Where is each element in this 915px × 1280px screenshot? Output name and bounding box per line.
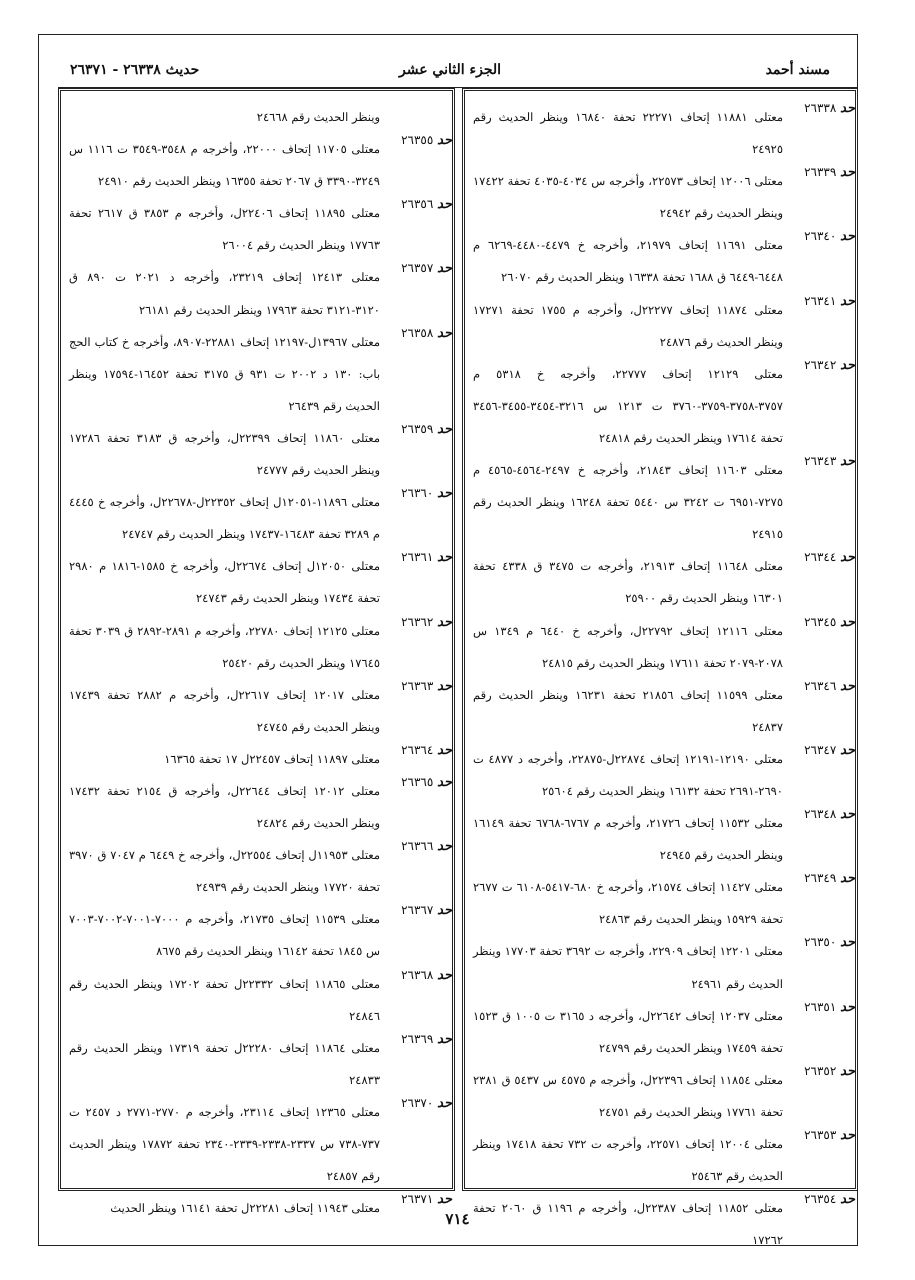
hadith-number: ٢٦٣٦٥ <box>401 774 434 789</box>
hadith-number: ٢٦٣٤٠ <box>804 229 837 244</box>
hadith-keyword: حد <box>840 454 855 470</box>
hadith-reference <box>791 229 855 244</box>
hadith-number: ٢٦٣٦٤ <box>401 742 434 757</box>
hadith-reference <box>791 1064 855 1079</box>
hadith-sources: معتلى ١٢٣٦٥ إتحاف ٢٣١١٤، وأخرجه م ٢٧٧٠-٢٧٧١ د ٢٤٥٧ ت ٧٣٧-٧٣٨ س ٢٣٣٧-٢٣٣٨-٢٣٣٩-٢٣٤٠ تحفة ١٧٨٧٢ وينظر الحديث رقم ٢٤٨٥٧ <box>69 1104 381 1184</box>
hadith-sources: معتلى ١١٨٦٠ إتحاف ٢٢٣٩٩ل، وأخرجه ق ٣١٨٣ تحفة ١٧٢٨٦ وينظر الحديث رقم ٢٤٧٧٧ <box>69 430 380 478</box>
hadith-keyword: حد <box>840 871 855 887</box>
hadith-reference <box>791 615 855 630</box>
hadith-reference <box>388 775 452 790</box>
hadith-entry <box>465 229 855 293</box>
hadith-number: ٢٦٣٦٧ <box>401 903 434 918</box>
hadith-number: ٢٦٣٥١ <box>804 999 837 1014</box>
hadith-entry <box>61 743 452 775</box>
hadith-reference <box>388 839 452 854</box>
hadith-keyword: حد <box>840 742 855 758</box>
hadith-entry <box>465 679 855 743</box>
hadith-sources: معتلى ١١٥٣٢ إتحاف ٢١٧٢٦، وأخرجه م ٦٧٦٧-٦٧٦٨ تحفة ١٦١٤٩ وينظر الحديث رقم ٢٤٩٤٥ <box>473 816 783 863</box>
hadith-entry <box>465 1000 855 1064</box>
hadith-number: ٢٦٣٥٣ <box>804 1128 837 1142</box>
hadith-number: ٢٦٣٥٨ <box>401 325 434 340</box>
hadith-entry <box>61 903 452 967</box>
hadith-number: ٢٦٣٥٦ <box>401 197 434 212</box>
hadith-sources: معتلى ١١٨٧٤ إتحاف ٢٢٢٧٧ل، وأخرجه م ١٧٥٥ تحفة ١٧٢٧١ وينظر الحديث رقم ٢٤٨٧٦ <box>473 302 783 349</box>
hadith-sources: معتلى ١١٥٩٩ إتحاف ٢١٨٥٦ تحفة ١٦٢٣١ وينظر الحديث رقم ٢٤٨٣٧ <box>473 687 784 734</box>
hadith-entry <box>465 615 855 679</box>
hadith-keyword: حد <box>437 1031 452 1047</box>
hadith-sources: معتلى ١١٥٣٩ إتحاف ٢١٧٣٥، وأخرجه م ٧٠٠٠-٧٠٠١-٧٠٠٢-٧٠٠٣ س ١٨٤٥ تحفة ١٦١٤٢ وينظر الحديث رقم ٨٦٧٥ <box>69 912 380 959</box>
hadith-sources: معتلى ١٢١٢٥ إتحاف ٢٢٧٨٠، وأخرجه م ٢٨٩١-٢٨٩٢ ق ٣٠٣٩ تحفة ١٧٦٤٥ وينظر الحديث رقم ٢٥٤٢٠ <box>69 623 380 670</box>
hadith-number: ٢٦٣٥٠ <box>804 935 837 950</box>
hadith-keyword: حد <box>437 678 452 694</box>
hadith-entry <box>465 165 855 229</box>
hadith-reference <box>388 1192 452 1207</box>
hadith-sources: معتلى ١٢٠٣٧ إتحاف ٢٢٦٤٢ل، وأخرجه د ٣١٦٥ ت ١٠٠٥ ق ١٥٢٣ تحفة ١٧٤٥٩ وينظر الحديث رقم ٢٤٧٩٩ <box>473 1008 783 1055</box>
hadith-sources: معتلى ١٢٢٠١ إتحاف ٢٢٩٠٩، وأخرجه ت ٣٦٩٢ تحفة ١٧٧٠٣ وينظر الحديث رقم ٢٤٩٦١ <box>473 944 784 991</box>
hadith-keyword: حد <box>840 614 855 630</box>
hadith-number: ٢٦٣٦٦ <box>401 839 434 854</box>
book-title: مسند أحمد <box>765 62 830 78</box>
hadith-range: حديث ٢٦٣٣٨ - ٢٦٣٧١ <box>70 62 200 78</box>
hadith-keyword: حد <box>840 357 855 373</box>
hadith-entry <box>465 743 855 807</box>
hadith-sources: معتلى ١١٨٦٥ إتحاف ٢٢٣٣٢ل تحفة ١٧٢٠٢ وينظر الحديث رقم ٢٤٨٤٦ <box>69 976 380 1023</box>
hadith-reference <box>791 454 855 469</box>
page-header <box>70 62 830 86</box>
hadith-keyword: حد <box>840 101 855 116</box>
hadith-sources: معتلى ١٢٠١٧ إتحاف ٢٢٦١٧ل، وأخرجه م ٢٨٨٢ تحفة ١٧٤٣٩ وينظر الحديث رقم ٢٤٧٤٥ <box>69 687 380 734</box>
hadith-sources: معتلى ١١٨٩٦-١٢٠٥١ل إتحاف ٢٢٣٥٢ل-٢٢٦٧٨ل، وأخرجه خ ٤٤٤٥ م ٣٢٨٩ تحفة ١٦٤٨٣-١٧٤٣٧ وينظر الحديث رقم ٢٤٧٤٧ <box>69 495 380 542</box>
hadith-sources: معتلى ١١٧٠٥ إتحاف ٢٢٠٠٠، وأخرجه م ٣٥٤٨-٣٥٤٩ ت ١١١٦ س ٣٢٤٩-٣٣٩٠ ق ٢٠٦٧ تحفة ١٦٣٥٥ وينظر الحديث رقم ٢٤٩١٠ <box>69 142 381 189</box>
hadith-sources: معتلى ١١٤٢٧ إتحاف ٢١٥٧٤، وأخرجه خ ٦٨٠-٥٤١٧-٦١٠٨ ت ٢٦٧٧ تحفة ١٥٩٢٩ وينظر الحديث رقم ٢٤٨٦٣ <box>473 880 784 927</box>
hadith-sources: معتلى ١٢١٩٠-١٢١٩١ إتحاف ٢٢٨٧٤ل-٢٢٨٧٥، وأخرجه د ٤٨٧٧ ت ٢٦٩٠-٢٦٩١ تحفة ١٦١٣٢ وينظر الحديث رقم ٢٥٦٠٤ <box>473 751 783 798</box>
hadith-number: ٢٦٣٥٤ <box>804 1192 837 1207</box>
hadith-keyword: حد <box>437 742 452 758</box>
hadith-entry <box>465 871 855 935</box>
hadith-keyword: حد <box>840 1192 855 1208</box>
hadith-keyword: حد <box>437 261 452 277</box>
hadith-reference <box>791 550 855 565</box>
hadith-sources: معتلى ١٢٤١٣ إتحاف ٢٣٢١٩، وأخرجه د ٢٠٢١ ت ٨٩٠ ق ٣١٢٠-٣١٢١ تحفة ١٧٩٦٣ وينظر الحديث رقم ٢٦١٨١ <box>69 270 381 317</box>
hadith-reference <box>388 615 452 630</box>
hadith-reference <box>388 486 452 501</box>
hadith-entry <box>61 486 452 550</box>
hadith-number: ٢٦٣٥٩ <box>401 421 434 436</box>
hadith-number: ٢٦٣٦٠ <box>401 486 434 501</box>
hadith-reference <box>388 326 452 341</box>
hadith-keyword: حد <box>437 967 452 983</box>
hadith-sources: معتلى ١٢٠٠٤ إتحاف ٢٢٥٧١، وأخرجه ت ٧٣٢ تحفة ١٧٤١٨ وينظر الحديث رقم ٢٥٤٦٣ <box>473 1137 784 1184</box>
hadith-keyword: حد <box>840 807 855 823</box>
hadith-reference <box>791 807 855 822</box>
hadith-keyword: حد <box>437 1095 452 1111</box>
hadith-keyword: حد <box>840 293 855 309</box>
hadith-sources: معتلى ١١٩٥٣ل إتحاف ٢٢٥٥٤ل، وأخرجه خ ٦٤٤٩ م ٧٠٤٧ ق ٣٩٧٠ تحفة ١٧٧٢٠ وينظر الحديث رقم ٢٤٩٣٩ <box>69 848 380 895</box>
hadith-number: ٢٦٣٤٤ <box>804 550 837 565</box>
hadith-reference <box>791 935 855 950</box>
hadith-reference <box>791 1192 855 1207</box>
hadith-sources: معتلى ١٣٩٦٧ل-١٢١٩٧ إتحاف ٢٢٨٨١-٨٩٠٧، وأخرجه خ كتاب الحج باب: ١٣٠ د ٢٠٠٢ ت ٩٣١ ق ٣١٧٥ تحفة ١٦٤٥٢-١٧٥٩٤ وينظر الحديث رقم ٢٦٤٣٩ <box>69 334 381 413</box>
hadith-entry <box>465 935 855 999</box>
hadith-reference <box>791 294 855 309</box>
hadith-entry <box>465 550 855 614</box>
hadith-reference <box>791 743 855 758</box>
hadith-keyword: حد <box>437 774 452 790</box>
hadith-reference <box>388 903 452 918</box>
hadith-keyword: حد <box>437 197 452 213</box>
hadith-sources: معتلى ١١٨٩٧ إتحاف ٢٢٤٥٧ل ١٧ تحفة ١٦٣٦٥ <box>164 751 380 766</box>
hadith-keyword: حد <box>437 550 452 566</box>
hadith-entry <box>465 1128 855 1192</box>
hadith-keyword: حد <box>437 133 452 149</box>
hadith-keyword: حد <box>840 678 855 694</box>
hadith-sources: معتلى ١١٨٥٢ إتحاف ٢٢٣٨٧ل، وأخرجه م ١١٩٦ ق ٢٠٦٠ تحفة ١٧٢٦٢ <box>473 1201 784 1248</box>
hadith-reference <box>388 968 452 983</box>
page-number: ٧١٤ <box>445 1210 470 1228</box>
hadith-reference <box>388 1032 452 1047</box>
left-column <box>58 88 455 1216</box>
hadith-entry <box>465 358 855 454</box>
hadith-number: ٢٦٣٣٨ <box>804 101 837 115</box>
hadith-number: ٢٦٣٤٨ <box>804 807 837 822</box>
hadith-reference <box>791 679 855 694</box>
hadith-reference <box>388 1096 452 1111</box>
hadith-reference <box>791 358 855 373</box>
hadith-keyword: حد <box>437 421 452 437</box>
hadith-number: ٢٦٣٤٣ <box>804 454 837 469</box>
hadith-keyword: حد <box>437 325 452 341</box>
hadith-keyword: حد <box>840 935 855 951</box>
hadith-reference <box>388 261 452 276</box>
hadith-reference <box>791 1000 855 1015</box>
hadith-keyword: حد <box>840 165 855 181</box>
hadith-keyword: حد <box>437 839 452 855</box>
hadith-entry <box>465 807 855 871</box>
hadith-number: ٢٦٣٥٧ <box>401 261 434 276</box>
hadith-number: ٢٦٣٦٣ <box>401 678 434 693</box>
hadith-reference <box>388 679 452 694</box>
right-column <box>462 88 858 1248</box>
hadith-entry <box>61 133 452 197</box>
hadith-entry <box>61 261 452 325</box>
hadith-entry <box>61 839 452 903</box>
hadith-sources: معتلى ١٢١١٦ إتحاف ٢٢٧٩٢ل، وأخرجه خ ٦٤٤٠ م ١٣٤٩ س ٢٠٧٨-٢٠٧٩ تحفة ١٧٦١١ وينظر الحديث رقم ٢٤٨١٥ <box>473 623 784 670</box>
hadith-keyword: حد <box>840 550 855 566</box>
hadith-number: ٢٦٣٤٥ <box>804 614 837 629</box>
hadith-reference <box>791 101 855 116</box>
hadith-number: ٢٦٣٦٩ <box>401 1031 434 1046</box>
hadith-reference <box>388 422 452 437</box>
hadith-number: ٢٦٣٧١ <box>401 1192 434 1207</box>
hadith-keyword: حد <box>840 1128 855 1143</box>
hadith-sources: معتلى ١١٦٤٨ إتحاف ٢١٩١٣، وأخرجه ت ٣٤٧٥ ق ٤٣٣٨ تحفة ١٦٣٠١ وينظر الحديث رقم ٢٥٩٠٠ <box>473 559 784 606</box>
hadith-sources: معتلى ١١٦٩١ إتحاف ٢١٩٧٩، وأخرجه خ ٤٤٧٩-٤٤٨٠-٦٢٦٩ م ٦٤٤٨-٦٤٤٩ ق ١٦٨٨ تحفة ١٦٣٣٨ وينظر الحديث رقم ٢٦٠٧٠ <box>473 238 783 285</box>
hadith-keyword: حد <box>437 486 452 502</box>
hadith-sources: معتلى ١١٦٠٣ إتحاف ٢١٨٤٣، وأخرجه خ ٢٤٩٧-٤٥٦٤-٤٥٦٥ م ٧٢٧٥-٦٩٥١ ت ٣٢٤٢ س ٥٤٤٠ تحفة ١٦٢٤٨ وينظر الحديث رقم ٢٤٩١٥ <box>473 463 784 542</box>
hadith-number: ٢٦٣٦٢ <box>401 614 434 629</box>
hadith-sources: معتلى ١٢٠١٢ إتحاف ٢٢٦٤٤ل، وأخرجه ق ٢١٥٤ تحفة ١٧٤٣٢ وينظر الحديث رقم ٢٤٨٢٤ <box>69 783 380 831</box>
hadith-entry <box>61 101 452 133</box>
hadith-entry <box>61 326 452 422</box>
hadith-number: ٢٦٣٤٩ <box>804 871 837 886</box>
hadith-entry <box>61 422 452 486</box>
hadith-number: ٢٦٣٧٠ <box>401 1095 434 1110</box>
hadith-entry <box>61 197 452 261</box>
hadith-entry <box>61 679 452 743</box>
hadith-reference <box>388 133 452 148</box>
left-column-entries <box>61 101 452 1224</box>
hadith-entry <box>61 550 452 614</box>
hadith-keyword: حد <box>840 229 855 245</box>
hadith-number: ٢٦٣٤٧ <box>804 742 837 757</box>
hadith-entry <box>61 1032 452 1096</box>
hadith-sources: معتلى ١٢١٢٩ إتحاف ٢٢٧٧٧، وأخرجه خ ٥٣١٨ م ٣٧٥٧-٣٧٥٨-٣٧٥٩-٣٧٦٠ ت ١٢١٣ س ٣٢١٦-٣٤٥٤-٣٤٥٥-٣٤٥٦ تحفة ١٧٦١٤ وينظر الحديث رقم ٢٤٨١٨ <box>473 366 783 445</box>
hadith-reference <box>791 1128 855 1143</box>
hadith-number: ٢٦٣٦١ <box>401 550 434 565</box>
hadith-number: ٢٦٣٥٢ <box>804 1063 837 1078</box>
hadith-sources: معتلى ١٢٠٥٠ل إتحاف ٢٢٦٧٤ل، وأخرجه خ ١٥٨٥-١٨١٦ م ٢٩٨٠ تحفة ١٧٤٣٤ وينظر الحديث رقم ٢٤٧٤٣ <box>69 559 380 606</box>
hadith-keyword: حد <box>437 1192 452 1208</box>
right-column-entries <box>465 101 855 1256</box>
hadith-number: ٢٦٣٦٨ <box>401 967 434 982</box>
hadith-sources: معتلى ١٢٠٠٦ إتحاف ٢٢٥٧٣، وأخرجه س ٤٠٣٤-٤٠٣٥ تحفة ١٧٤٢٢ وينظر الحديث رقم ٢٤٩٤٢ <box>473 174 783 221</box>
hadith-sources: معتلى ١١٨٩٥ إتحاف ٢٢٤٠٦ل، وأخرجه م ٣٨٥٣ ق ٢٦١٧ تحفة ١٧٧٦٣ وينظر الحديث رقم ٢٦٠٠٤ <box>69 206 380 253</box>
hadith-entry <box>465 454 855 550</box>
hadith-reference <box>388 550 452 565</box>
hadith-sources: معتلى ١١٨٦٤ إتحاف ٢٢٢٨٠ل تحفة ١٧٣١٩ وينظر الحديث رقم ٢٤٨٣٣ <box>69 1040 380 1087</box>
hadith-sources: معتلى ١١٨٨١ إتحاف ٢٢٢٧١ تحفة ١٦٨٤٠ وينظر الحديث رقم ٢٤٩٢٥ <box>473 110 784 157</box>
hadith-sources: وينظر الحديث رقم ٢٤٦٦٨ <box>256 110 380 124</box>
hadith-entry <box>61 1096 452 1192</box>
hadith-keyword: حد <box>437 903 452 919</box>
hadith-sources: معتلى ١١٨٥٤ إتحاف ٢٢٣٩٦ل، وأخرجه م ٤٥٧٥ س ٥٤٣٧ ق ٢٣٨١ تحفة ١٧٧٦١ وينظر الحديث رقم ٢٤٧٥١ <box>473 1072 783 1119</box>
hadith-keyword: حد <box>840 999 855 1015</box>
hadith-number: ٢٦٣٣٩ <box>804 165 837 180</box>
hadith-number: ٢٦٣٥٥ <box>401 133 434 148</box>
hadith-reference <box>388 743 452 758</box>
hadith-entry <box>465 101 855 165</box>
hadith-sources: معتلى ١١٩٤٣ إتحاف ٢٢٢٨١ل تحفة ١٦١٤١ وينظر الحديث <box>110 1201 380 1216</box>
hadith-entry <box>61 775 452 839</box>
hadith-entry <box>465 1064 855 1128</box>
volume-title: الجزء الثاني عشر <box>398 62 502 78</box>
hadith-entry <box>61 968 452 1032</box>
hadith-entry <box>61 615 452 679</box>
hadith-number: ٢٦٣٤٢ <box>804 357 837 372</box>
hadith-number: ٢٦٣٤٦ <box>804 678 837 693</box>
hadith-reference <box>388 197 452 212</box>
hadith-reference <box>791 165 855 180</box>
hadith-number: ٢٦٣٤١ <box>804 293 837 308</box>
hadith-keyword: حد <box>840 1063 855 1079</box>
hadith-keyword: حد <box>437 614 452 630</box>
hadith-reference <box>791 871 855 886</box>
hadith-entry <box>465 294 855 358</box>
